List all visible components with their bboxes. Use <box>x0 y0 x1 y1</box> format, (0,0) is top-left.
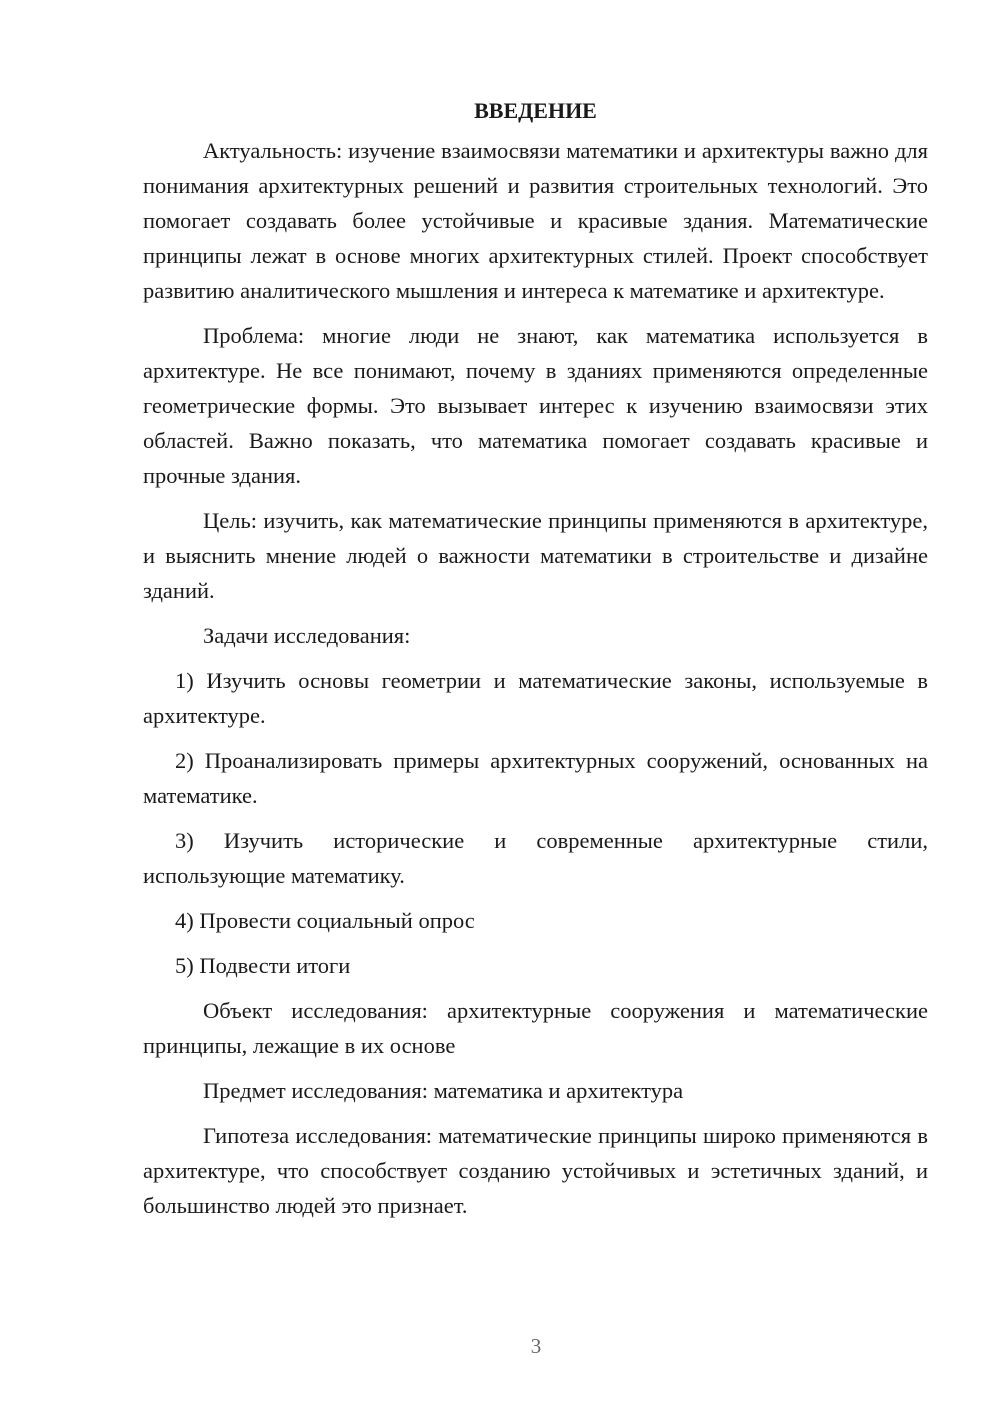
task-item: 1) Изучить основы геометрии и математические законы, используемые в архитектуре. <box>143 668 928 728</box>
task-item: 2) Проанализировать примеры архитектурных сооружений, основанных на математике. <box>143 748 928 808</box>
page-body <box>143 96 928 1233</box>
task-item: 4) Провести социальный опрос <box>175 908 475 933</box>
tasks-heading: Задачи исследования: <box>203 623 411 648</box>
goal-paragraph: Цель: изучить, как математические принципы применяются в архитектуре, и выяснить мнение людей о важности математики в строительстве и дизайне зданий. <box>143 508 928 603</box>
object-paragraph: Объект исследования: архитектурные сооружения и математические принципы, лежащие в их основе <box>143 998 928 1058</box>
task-item: 5) Подвести итоги <box>175 953 351 978</box>
hypothesis-paragraph: Гипотеза исследования: математические принципы широко применяются в архитектуре, что способствует созданию устойчивых и эстетичных зданий, и большинство людей это признает. <box>143 1123 928 1218</box>
page-title: ВВЕДЕНИЕ <box>474 98 597 123</box>
problem-paragraph: Проблема: многие люди не знают, как математика используется в архитектуре. Не все понимают, почему в зданиях применяются определенные геометрические формы. Это вызывает интерес к изучению взаимосвязи этих областей. Важно показать, что математика помогает создавать красивые и прочные здания. <box>143 323 928 488</box>
subject-paragraph: Предмет исследования: математика и архитектура <box>203 1078 684 1103</box>
task-item: 3) Изучить исторические и современные архитектурные стили, использующие математику. <box>143 828 928 888</box>
relevance-paragraph: Актуальность: изучение взаимосвязи математики и архитектуры важно для понимания архитектурных решений и развития строительных технологий. Это помогает создавать более устойчивые и красивые здания. Математические принципы лежат в основе многих архитектурных стилей. Проект способствует развитию аналитического мышления и интереса к математике и архитектуре. <box>143 138 928 303</box>
page-number: 3 <box>530 1334 542 1358</box>
